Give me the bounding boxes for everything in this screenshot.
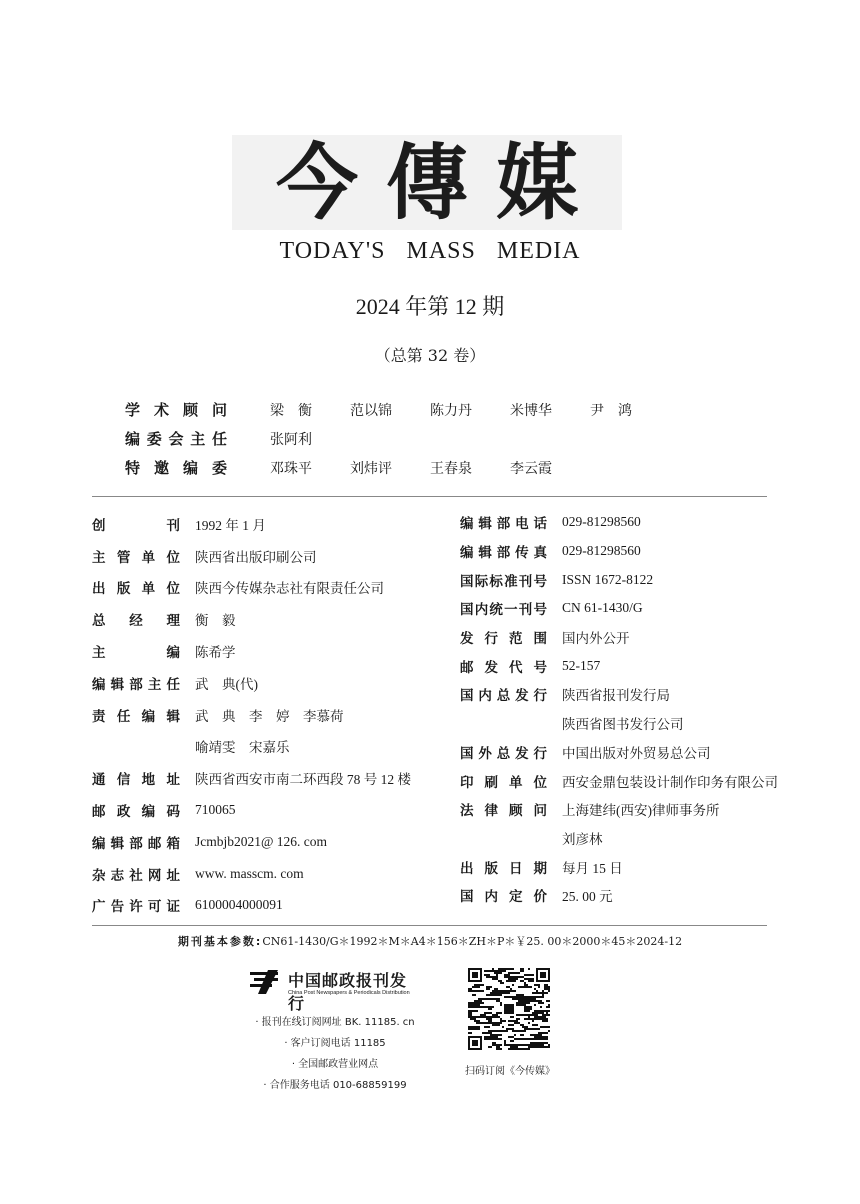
info-value: 陕西省报刊发行局 (562, 688, 670, 704)
board-row (125, 453, 670, 482)
info-key-char: 顾 (509, 803, 523, 820)
subscription-info (235, 1012, 435, 1096)
info-key-char: 部 (129, 835, 143, 852)
info-row (92, 508, 411, 540)
info-key-char: 范 (509, 631, 523, 648)
info-value: 陕西省图书发行公司 (562, 717, 684, 733)
board-label-char: 主 (190, 430, 206, 448)
info-row (92, 890, 411, 922)
info-key (460, 512, 547, 532)
info-key-char: 律 (484, 803, 498, 820)
info-key-char: 政 (116, 804, 131, 821)
info-key-char: 行 (484, 631, 498, 648)
info-key-char: 编 (166, 645, 180, 662)
info-key-char: 围 (533, 631, 547, 648)
info-key (92, 514, 180, 534)
board-member: 李云霞 (510, 460, 552, 477)
info-key-char: 真 (533, 545, 547, 562)
editorial-board (125, 395, 670, 482)
info-value: CN 61-1430/G (562, 600, 643, 616)
info-value: 武 典(代) (195, 676, 258, 692)
info-key-char: 日 (509, 860, 523, 877)
params-label: 期刊基本参数: (177, 935, 263, 948)
info-key-char: 统 (489, 602, 503, 619)
info-key (460, 771, 547, 791)
info-value: 陕西省西安市南二环西段 78 号 12 楼 (195, 772, 411, 788)
info-value: 国内外公开 (562, 631, 630, 647)
info-key-char: 告 (110, 899, 125, 916)
info-key-char: 邮 (460, 659, 474, 676)
info-key-char: 国 (460, 602, 474, 619)
info-key-char: 出 (92, 581, 106, 598)
info-row (460, 651, 778, 680)
info-value: 6100004000091 (195, 897, 283, 913)
info-key-char: 总 (496, 688, 511, 705)
info-right-column (460, 508, 778, 910)
info-key (460, 684, 547, 704)
info-value: 陈希学 (195, 645, 236, 661)
info-key (460, 598, 547, 618)
info-key-char: 地 (141, 772, 156, 789)
info-key-char: 行 (533, 688, 547, 705)
info-key-char: 际 (474, 573, 489, 590)
info-row (460, 824, 778, 853)
info-row (92, 699, 411, 731)
board-label (125, 457, 270, 478)
info-key-char: 编 (460, 516, 474, 533)
info-key-char: 部 (496, 545, 511, 562)
info-key (460, 627, 547, 647)
board-label-char: 邀 (153, 459, 169, 477)
info-key-char: 内 (484, 889, 498, 906)
subscription-line: · 合作服务电话 010-68859199 (263, 1080, 407, 1091)
info-value: 1992 年 1 月 (195, 517, 266, 533)
info-left-column (92, 508, 411, 921)
info-row (460, 537, 778, 566)
info-key-char: 辑 (166, 708, 180, 725)
info-value: www. masscm. com (195, 865, 304, 881)
board-member: 邓珠平 (270, 460, 312, 477)
info-key-char: 法 (460, 803, 474, 820)
info-key-char: 杂 (92, 867, 106, 884)
china-post-logo (248, 966, 418, 1013)
info-key-char: 发 (460, 631, 474, 648)
info-key-char: 码 (166, 804, 180, 821)
info-key-char: 创 (92, 517, 106, 534)
info-key-char: 部 (496, 516, 511, 533)
board-member: 米博华 (510, 402, 552, 419)
info-row (92, 572, 411, 604)
divider-top (92, 496, 767, 497)
info-key (92, 546, 180, 566)
board-label-char: 委 (146, 430, 162, 448)
board-names (270, 458, 590, 478)
info-key-char: 辑 (110, 676, 125, 693)
info-key-char: 国 (460, 688, 474, 705)
board-member: 范以锦 (350, 402, 392, 419)
info-key-char: 位 (166, 581, 180, 598)
info-key-char: 话 (533, 516, 547, 533)
info-row (460, 852, 778, 881)
info-key-char: 辑 (110, 835, 125, 852)
info-key-char: 内 (474, 602, 489, 619)
info-row (92, 858, 411, 890)
subscription-line: · 报刊在线订阅网址 BK. 11185. cn (255, 1017, 415, 1028)
info-key-char: 广 (92, 899, 106, 916)
info-value: Jcmbjb2021@ 126. com (195, 833, 328, 849)
info-value: 陕西省出版印刷公司 (195, 549, 317, 565)
info-key-char: 主 (92, 645, 106, 662)
info-key-char: 号 (533, 573, 547, 590)
info-key-char: 网 (147, 867, 162, 884)
info-value: 衡 毅 (195, 613, 236, 629)
board-member: 张阿利 (270, 431, 312, 448)
board-label-text (125, 457, 227, 478)
info-key-char: 辑 (478, 516, 492, 533)
info-key-char: 编 (141, 804, 156, 821)
info-value: 每月 15 日 (562, 860, 623, 876)
board-label-char: 会 (168, 430, 184, 448)
info-key-char: 号 (533, 659, 547, 676)
info-key-char: 位 (533, 774, 547, 791)
info-key-char: 部 (129, 676, 143, 693)
info-row (92, 826, 411, 858)
info-key-char: 外 (478, 745, 492, 762)
info-row (460, 623, 778, 652)
board-names (270, 400, 670, 420)
info-key (460, 885, 547, 905)
info-row (92, 731, 411, 763)
info-key (92, 609, 180, 629)
info-row (460, 881, 778, 910)
info-key-char: 邮 (92, 804, 106, 821)
info-key-char: 定 (509, 889, 523, 906)
info-key (92, 864, 180, 884)
params-value: CN61-1430/G＊1992＊M＊A4＊156＊ZH＊P＊￥25. 00＊2000＊45＊2024-12 (262, 935, 683, 948)
info-key-char: 编 (92, 676, 106, 693)
info-row (460, 795, 778, 824)
info-key-char: 通 (92, 772, 106, 789)
info-key-char: 可 (147, 899, 162, 916)
info-row (460, 594, 778, 623)
info-key-char: 刊 (166, 517, 180, 534)
board-member: 刘炜评 (350, 460, 392, 477)
info-key-char: 发 (515, 688, 529, 705)
board-label-char: 问 (211, 401, 227, 419)
info-value: 中国出版对外贸易总公司 (562, 745, 711, 761)
info-key-char: 出 (460, 860, 474, 877)
info-key (92, 673, 180, 693)
info-row (460, 709, 778, 738)
info-value: 喻靖雯 宋嘉乐 (195, 740, 290, 756)
info-key-char: 发 (515, 745, 529, 762)
info-value: ISSN 1672-8122 (562, 571, 654, 587)
board-row (125, 424, 670, 453)
board-label-char: 编 (182, 459, 198, 477)
info-row (460, 766, 778, 795)
board-label-char: 学 (125, 401, 141, 419)
board-label-char: 任 (211, 430, 227, 448)
info-key-char: 一 (504, 602, 518, 619)
subscription-line: · 客户订阅电话 11185 (284, 1038, 386, 1049)
info-key-char: 邮 (147, 835, 162, 852)
info-key-char: 内 (478, 688, 492, 705)
info-key-char: 箱 (166, 835, 180, 852)
board-label-char: 顾 (182, 401, 198, 419)
info-key (460, 656, 547, 676)
info-value: 029-81298560 (562, 543, 641, 559)
info-key-char: 传 (515, 545, 529, 562)
info-key-char: 编 (460, 545, 474, 562)
info-key-char: 编 (92, 835, 106, 852)
info-key-char: 期 (533, 860, 547, 877)
info-key-char: 址 (166, 772, 180, 789)
english-title: TODAY'S MASS MEDIA (279, 238, 581, 264)
volume-number: （总第 32 卷） (374, 346, 486, 365)
board-row (125, 395, 670, 424)
info-key (92, 895, 180, 915)
divider-bottom (92, 925, 767, 926)
info-key-char: 主 (92, 549, 106, 566)
info-value: 陕西今传媒杂志社有限责任公司 (195, 581, 384, 597)
info-key-char: 版 (116, 581, 131, 598)
info-key-char: 责 (92, 708, 106, 725)
info-key-char: 国 (460, 745, 474, 762)
board-label-char: 委 (211, 459, 227, 477)
info-key (92, 705, 180, 725)
info-key-char: 位 (166, 549, 180, 566)
board-label-text (125, 428, 227, 449)
info-row (92, 794, 411, 826)
board-member: 尹 鸿 (590, 402, 632, 419)
info-key (460, 857, 547, 877)
info-row (92, 603, 411, 635)
board-label (125, 428, 270, 449)
info-value: 西安金鼎包装设计制作印务有限公司 (562, 774, 778, 790)
info-key (460, 799, 547, 819)
info-key-char: 主 (147, 676, 162, 693)
info-value: 52-157 (562, 657, 601, 673)
info-row (92, 540, 411, 572)
info-key-char: 经 (129, 613, 143, 630)
issue-number: 2024 年第 12 期 (355, 294, 505, 319)
info-row (92, 667, 411, 699)
info-row (460, 680, 778, 709)
info-key-char: 信 (116, 772, 131, 789)
info-key-char: 号 (533, 602, 547, 619)
info-key-char: 印 (460, 774, 474, 791)
info-key-char: 址 (166, 867, 180, 884)
info-key-char: 价 (533, 889, 547, 906)
china-post-name: 中国邮政报刊发行 (288, 971, 408, 1013)
board-member: 陈力丹 (430, 402, 472, 419)
board-member: 梁 衡 (270, 402, 312, 419)
info-value: 710065 (195, 802, 236, 818)
info-key-char: 刷 (484, 774, 498, 791)
board-label-text (125, 399, 227, 420)
journal-parameters (0, 933, 860, 949)
info-key-char: 理 (166, 613, 180, 630)
info-key-char: 国 (460, 573, 474, 590)
info-key-char: 证 (166, 899, 180, 916)
info-key-char: 刊 (518, 602, 533, 619)
subscription-line: · 全国邮政营业网点 (291, 1059, 379, 1070)
info-key-char: 发 (484, 659, 498, 676)
info-key-char: 单 (141, 581, 156, 598)
info-key-char: 总 (92, 613, 106, 630)
info-key-char: 志 (110, 867, 125, 884)
board-label (125, 399, 270, 420)
info-key-char: 社 (129, 867, 143, 884)
info-key (92, 577, 180, 597)
info-row (460, 738, 778, 767)
info-key (92, 768, 180, 788)
board-label-char: 术 (153, 401, 169, 419)
info-value: 刘彦林 (562, 831, 603, 847)
info-value: 武 典 李 婷 李慕荷 (195, 708, 344, 724)
info-value: 上海建纬(西安)律师事务所 (562, 803, 720, 819)
info-key (460, 570, 547, 590)
board-label-char: 编 (125, 430, 141, 448)
info-key-char: 行 (533, 745, 547, 762)
board-names (270, 429, 350, 449)
info-key-char: 代 (509, 659, 523, 676)
info-row (92, 635, 411, 667)
info-value: 25. 00 元 (562, 889, 613, 905)
masthead-logo (232, 135, 622, 230)
info-key (460, 742, 547, 762)
board-member: 王春泉 (430, 460, 472, 477)
info-row (460, 508, 778, 537)
info-key (92, 832, 180, 852)
info-key-char: 管 (116, 549, 131, 566)
info-key-char: 辑 (478, 545, 492, 562)
china-post-name-en: China Post Newspapers & Periodicals Distribution (288, 990, 410, 996)
info-value: 029-81298560 (562, 514, 641, 530)
info-key-char: 电 (515, 516, 529, 533)
info-key-char: 刊 (518, 573, 533, 590)
info-key-char: 总 (496, 745, 511, 762)
logo-text: 今傳媒 (275, 134, 606, 231)
info-row (460, 565, 778, 594)
info-key-char: 任 (116, 708, 131, 725)
board-label-char: 特 (125, 459, 141, 477)
info-key-char: 单 (509, 774, 523, 791)
info-row (92, 762, 411, 794)
info-key (92, 641, 180, 661)
info-key-char: 问 (533, 803, 547, 820)
info-key (92, 800, 180, 820)
info-key-char: 标 (489, 573, 503, 590)
info-key-char: 单 (141, 549, 156, 566)
info-key-char: 许 (129, 899, 143, 916)
info-key-char: 版 (484, 860, 498, 877)
info-key (460, 541, 547, 561)
info-key-char: 准 (504, 573, 518, 590)
info-key-char: 任 (166, 676, 180, 693)
china-post-icon (248, 968, 284, 996)
info-key-char: 编 (141, 708, 156, 725)
qr-code (468, 968, 550, 1050)
info-key-char: 国 (460, 889, 474, 906)
qr-caption: 扫码订阅《今传媒》 (465, 1066, 555, 1077)
